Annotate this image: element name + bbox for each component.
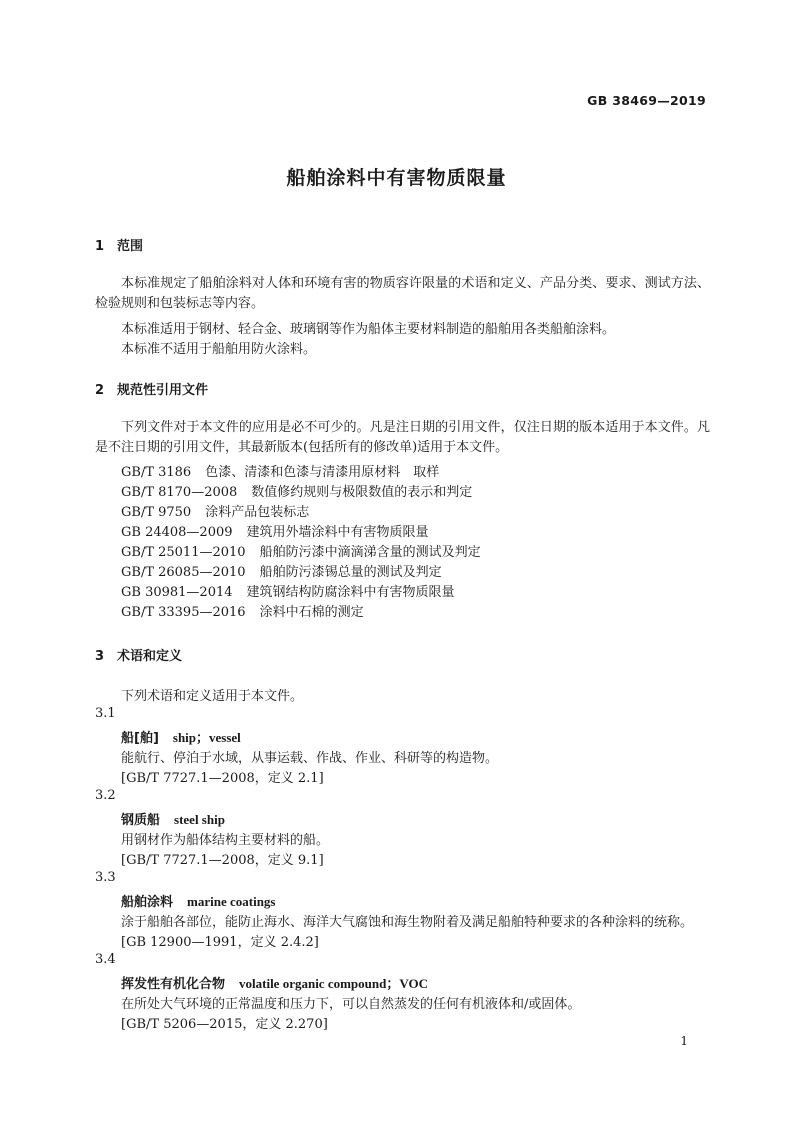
term-zh: 船[舶] bbox=[121, 731, 159, 746]
reference-item bbox=[121, 481, 472, 500]
reference-title: 涂料中石棉的测定 bbox=[259, 605, 364, 620]
term-heading bbox=[121, 891, 275, 910]
page-number: 1 bbox=[680, 1034, 688, 1048]
term-zh: 钢质船 bbox=[121, 813, 161, 828]
term-heading bbox=[121, 973, 428, 992]
section-2-number: 2 bbox=[95, 383, 105, 398]
reference-code: GB/T 26085—2010 bbox=[121, 565, 246, 580]
reference-code: GB/T 25011—2010 bbox=[121, 545, 246, 560]
section-3-intro: 下列术语和定义适用于本文件。 bbox=[121, 689, 304, 704]
section-1-para-1: 本标准规定了船舶涂料对人体和环境有害的物质容许限量的术语和定义、产品分类、要求、测试方法、检验规则和包装标志等内容。 bbox=[95, 276, 710, 311]
term-definition: 用钢材作为船体结构主要材料的船。 bbox=[121, 833, 330, 848]
section-3-heading bbox=[95, 645, 182, 664]
term-source: [GB/T 5206—2015，定义 2.270] bbox=[121, 1017, 328, 1032]
term-number: 3.2 bbox=[95, 788, 116, 803]
section-3-number: 3 bbox=[95, 649, 105, 664]
reference-item bbox=[121, 541, 481, 560]
reference-item bbox=[121, 581, 455, 600]
reference-item bbox=[121, 601, 364, 620]
term-number: 3.1 bbox=[95, 706, 116, 721]
term-definition: 能航行、停泊于水域，从事运载、作战、作业、科研等的构造物。 bbox=[121, 751, 499, 766]
reference-title: 船舶防污漆中滴滴涕含量的测试及判定 bbox=[259, 545, 481, 560]
section-3-title: 术语和定义 bbox=[117, 649, 183, 664]
section-2-heading bbox=[95, 379, 208, 398]
reference-code: GB 30981—2014 bbox=[121, 585, 233, 600]
term-zh: 船舶涂料 bbox=[121, 895, 174, 910]
term-definition: 在所处大气环境的正常温度和压力下，可以自然蒸发的任何有机液体和/或固体。 bbox=[121, 997, 581, 1012]
section-2-title: 规范性引用文件 bbox=[117, 383, 209, 398]
reference-title: 涂料产品包装标志 bbox=[205, 505, 310, 520]
reference-code: GB/T 3186 bbox=[121, 465, 192, 480]
reference-title: 建筑钢结构防腐涂料中有害物质限量 bbox=[246, 585, 455, 600]
reference-code: GB/T 8170—2008 bbox=[121, 485, 238, 500]
reference-code: GB/T 33395—2016 bbox=[121, 605, 246, 620]
section-1-para-2: 本标准适用于钢材、轻合金、玻璃钢等作为船体主要材料制造的船舶用各类船舶涂料。 bbox=[121, 322, 616, 337]
term-en: ship；vessel bbox=[172, 730, 241, 745]
term-number: 3.3 bbox=[95, 870, 116, 885]
reference-item bbox=[121, 501, 309, 520]
section-1-para-3: 本标准不适用于船舶用防火涂料。 bbox=[121, 342, 317, 357]
term-source: [GB 12900—1991，定义 2.4.2] bbox=[121, 935, 319, 950]
reference-item bbox=[121, 521, 429, 540]
reference-item bbox=[121, 561, 442, 580]
reference-title: 建筑用外墙涂料中有害物质限量 bbox=[246, 525, 429, 540]
reference-title: 色漆、清漆和色漆与清漆用原材料 取样 bbox=[205, 465, 440, 480]
term-en: marine coatings bbox=[187, 894, 276, 909]
term-number: 3.4 bbox=[95, 952, 116, 967]
section-1-heading bbox=[95, 235, 143, 254]
reference-code: GB 24408—2009 bbox=[121, 525, 233, 540]
reference-item bbox=[121, 461, 439, 480]
reference-title: 数值修约规则与极限数值的表示和判定 bbox=[251, 485, 473, 500]
reference-title: 船舶防污漆锡总量的测试及判定 bbox=[259, 565, 442, 580]
section-1-title: 范围 bbox=[117, 239, 144, 254]
term-heading bbox=[121, 809, 225, 828]
term-heading bbox=[121, 727, 241, 746]
section-2-intro: 下列文件对于本文件的应用是必不可少的。凡是注日期的引用文件，仅注日期的版本适用于本文件。凡是不注日期的引用文件，其最新版本(包括所有的修改单)适用于本文件。 bbox=[95, 420, 710, 455]
standard-code: GB 38469—2019 bbox=[587, 93, 706, 108]
term-definition: 涂于船舶各部位，能防止海水、海洋大气腐蚀和海生物附着及满足船舶特种要求的各种涂料的统称。 bbox=[121, 915, 694, 930]
reference-code: GB/T 9750 bbox=[121, 505, 192, 520]
term-source: [GB/T 7727.1—2008，定义 9.1] bbox=[121, 853, 324, 868]
document-title: 船舶涂料中有害物质限量 bbox=[286, 167, 507, 189]
term-en: volatile organic compound；VOC bbox=[239, 976, 428, 991]
term-zh: 挥发性有机化合物 bbox=[121, 977, 226, 992]
term-en: steel ship bbox=[174, 812, 225, 827]
term-source: [GB/T 7727.1—2008，定义 2.1] bbox=[121, 771, 324, 786]
section-1-number: 1 bbox=[95, 239, 105, 254]
